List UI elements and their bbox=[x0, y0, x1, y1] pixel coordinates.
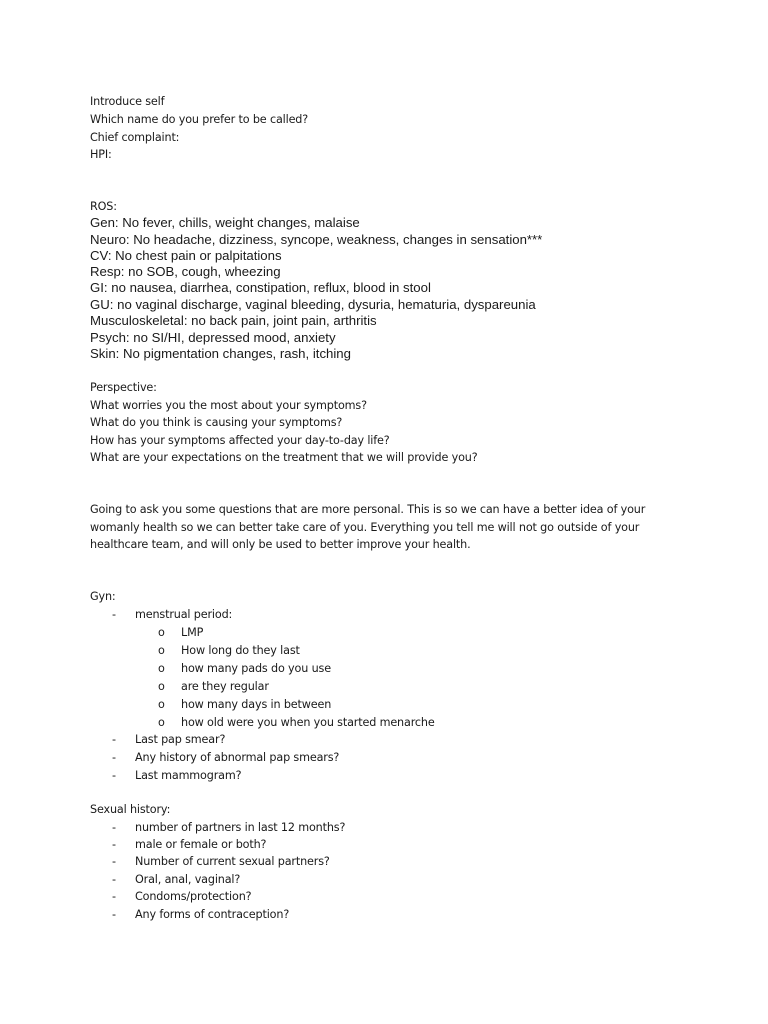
perspective-item: What do you think is causing your symptoms? bbox=[90, 416, 343, 429]
gyn-item: Any history of abnormal pap smears? bbox=[135, 751, 340, 764]
dash-marker: - bbox=[112, 838, 116, 851]
sexual-history-title: Sexual history: bbox=[90, 803, 171, 816]
dash-marker: - bbox=[112, 821, 116, 834]
dash-marker: - bbox=[112, 608, 116, 621]
preferred-name-question: Which name do you prefer to be called? bbox=[90, 113, 309, 126]
sexual-history-item: Oral, anal, vaginal? bbox=[135, 873, 241, 886]
menstrual-sub-item: how many days in between bbox=[181, 698, 332, 711]
perspective-item: What are your expectations on the treatment that we will provide you? bbox=[90, 451, 478, 464]
ros-item: Psych: no SI/HI, depressed mood, anxiety bbox=[90, 330, 336, 345]
sexual-history-item: Condoms/protection? bbox=[135, 890, 252, 903]
sexual-history-item: number of partners in last 12 months? bbox=[135, 821, 346, 834]
ros-item: GI: no nausea, diarrhea, constipation, reflux, blood in stool bbox=[90, 280, 431, 295]
ros-item: Resp: no SOB, cough, wheezing bbox=[90, 264, 281, 279]
sexual-history-item: Number of current sexual partners? bbox=[135, 855, 330, 868]
dash-marker: - bbox=[112, 873, 116, 886]
dash-marker: - bbox=[112, 751, 116, 764]
bullet-marker: o bbox=[158, 662, 165, 675]
gyn-item: Last mammogram? bbox=[135, 769, 242, 782]
bullet-marker: o bbox=[158, 626, 165, 639]
perspective-item: What worries you the most about your symptoms? bbox=[90, 399, 367, 412]
dash-marker: - bbox=[112, 890, 116, 903]
ros-item: Skin: No pigmentation changes, rash, itching bbox=[90, 346, 351, 361]
menstrual-period-item: menstrual period: bbox=[135, 608, 233, 621]
hpi-label: HPI: bbox=[90, 148, 112, 161]
dash-marker: - bbox=[112, 769, 116, 782]
menstrual-sub-item: how old were you when you started menarche bbox=[181, 716, 435, 729]
sexual-history-item: male or female or both? bbox=[135, 838, 267, 851]
gyn-title: Gyn: bbox=[90, 590, 116, 603]
introduce-self: Introduce self bbox=[90, 95, 165, 108]
personal-intro-line: Going to ask you some questions that are more personal. This is so we can have a better idea of your bbox=[90, 503, 646, 516]
ros-item: GU: no vaginal discharge, vaginal bleeding, dysuria, hematuria, dyspareunia bbox=[90, 297, 536, 312]
perspective-title: Perspective: bbox=[90, 381, 157, 394]
bullet-marker: o bbox=[158, 680, 165, 693]
dash-marker: - bbox=[112, 908, 116, 921]
personal-intro-line: healthcare team, and will only be used to better improve your health. bbox=[90, 538, 471, 551]
ros-item: Gen: No fever, chills, weight changes, malaise bbox=[90, 215, 360, 230]
ros-title: ROS: bbox=[90, 200, 117, 213]
menstrual-sub-item: are they regular bbox=[181, 680, 269, 693]
ros-item: CV: No chest pain or palpitations bbox=[90, 248, 282, 263]
menstrual-sub-item: How long do they last bbox=[181, 644, 300, 657]
perspective-item: How has your symptoms affected your day-to-day life? bbox=[90, 434, 390, 447]
bullet-marker: o bbox=[158, 644, 165, 657]
ros-item: Neuro: No headache, dizziness, syncope, weakness, changes in sensation*** bbox=[90, 232, 543, 247]
dash-marker: - bbox=[112, 855, 116, 868]
bullet-marker: o bbox=[158, 716, 165, 729]
menstrual-sub-item: LMP bbox=[181, 626, 204, 639]
ros-item: Musculoskeletal: no back pain, joint pain, arthritis bbox=[90, 313, 377, 328]
personal-intro-line: womanly health so we can better take care of you. Everything you tell me will not go outside of your bbox=[90, 521, 640, 534]
chief-complaint-label: Chief complaint: bbox=[90, 131, 180, 144]
menstrual-sub-item: how many pads do you use bbox=[181, 662, 331, 675]
gyn-item: Last pap smear? bbox=[135, 733, 226, 746]
sexual-history-item: Any forms of contraception? bbox=[135, 908, 290, 921]
bullet-marker: o bbox=[158, 698, 165, 711]
dash-marker: - bbox=[112, 733, 116, 746]
